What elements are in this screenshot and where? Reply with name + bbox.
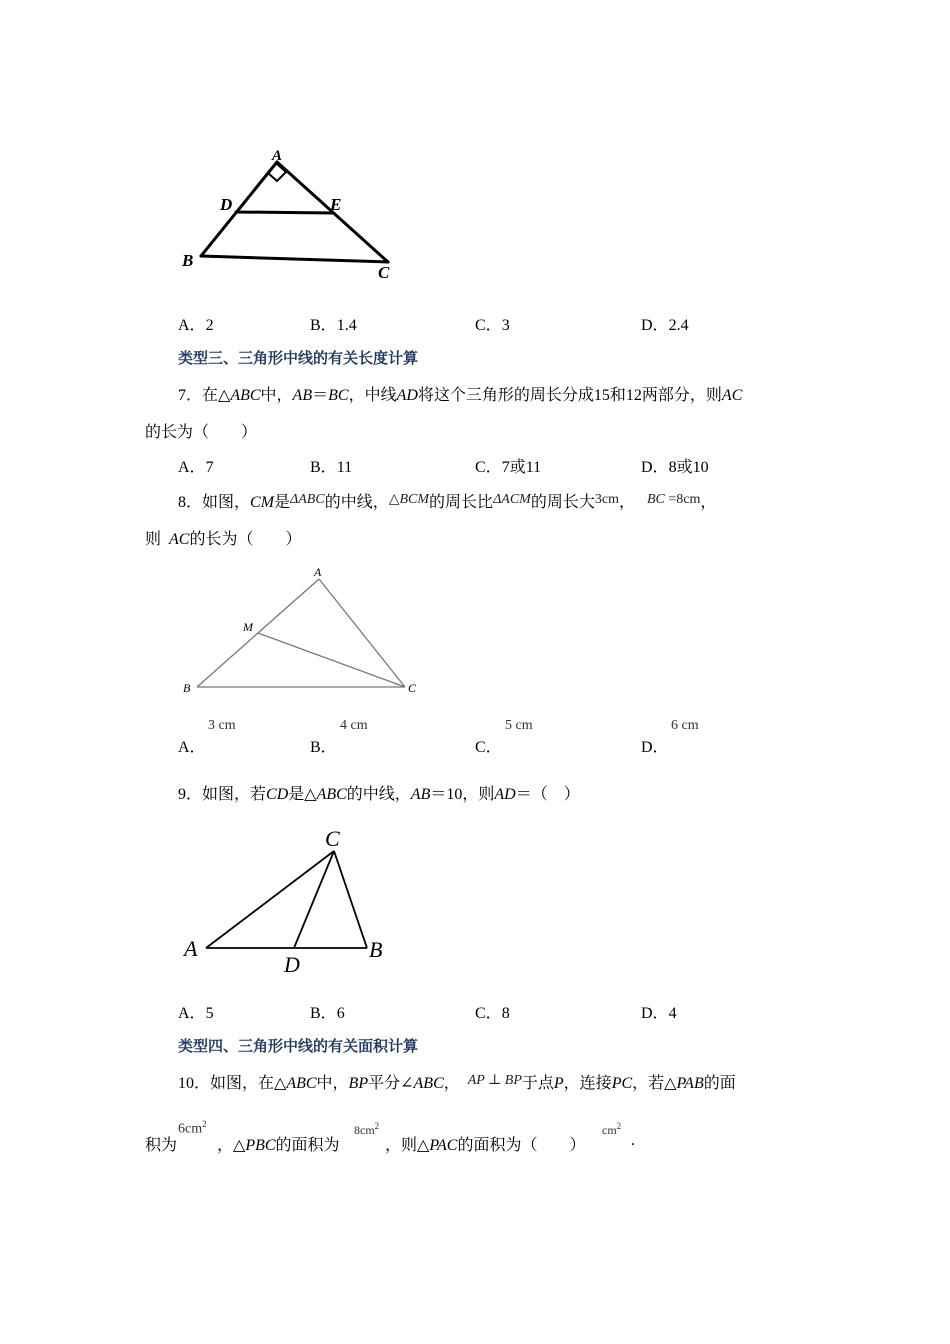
q9-option-b[interactable]: B．6	[310, 1005, 345, 1022]
q7-stem: 7．在△ABC中，AB＝BC，中线AD将这个三角形的周长分成15和12两部分，则AC	[178, 387, 743, 404]
q6-option-b[interactable]: B．1.4	[310, 317, 357, 334]
q8-option-d-value: 6 cm	[671, 718, 699, 733]
q10-area-pab: $6cm^2$	[178, 1119, 207, 1137]
q10-stem-line2: 积为	[145, 1137, 178, 1154]
q9-option-a[interactable]: A．5	[178, 1005, 214, 1022]
q7-option-a[interactable]: A．7	[178, 459, 214, 476]
q8-option-b[interactable]: B．	[310, 739, 337, 756]
fig9-label-c: C	[325, 826, 340, 851]
fig9-label-b: B	[369, 937, 383, 962]
q6-option-d[interactable]: D．2.4	[641, 317, 689, 334]
q9-stem: 9．如图，若CD是△ABC的中线，AB＝10，则AD＝（ ）	[178, 786, 580, 803]
figure-triangle-ade	[170, 148, 410, 288]
figure-triangle-abc-median-cm	[178, 562, 428, 702]
q10-stem-line2b: ，△PBC的面积为	[217, 1137, 340, 1154]
fig8-label-a: A	[314, 565, 322, 579]
q10-stem: 10．如图，在△ABC中，BP平分∠ABC， AP ⊥ BP于点P，连接PC，若△PAB的面	[178, 1073, 736, 1092]
q10-answer-unit: $cm^2$	[602, 1121, 622, 1137]
q7-option-b[interactable]: B．11	[310, 459, 353, 476]
fig1-label-b: B	[182, 251, 194, 270]
q8-stem: 8．如图，CM是ΔABC的中线，△BCM的周长比ΔACM的周长大3cm， BC =8cm，	[178, 492, 717, 511]
q9-option-d[interactable]: D．4	[641, 1005, 677, 1022]
q7-stem-line2: 的长为（ ）	[145, 424, 258, 441]
q8-option-c-value: 5 cm	[505, 718, 533, 733]
q7-option-c[interactable]: C．7或11	[475, 459, 542, 476]
fig1-label-c: C	[378, 263, 390, 282]
fig1-label-d: D	[220, 195, 233, 214]
fig1-label-a: A	[272, 148, 283, 164]
q10-area-pbc: $8cm^2$	[354, 1121, 380, 1137]
q6-option-c[interactable]: C．3	[475, 317, 510, 334]
section-heading-type4: 类型四、三角形中线的有关面积计算	[178, 1037, 419, 1055]
q10-stem-line2c: ，则△PAC的面积为（ ）	[385, 1137, 586, 1154]
q6-option-a[interactable]: A．2	[178, 317, 214, 334]
fig8-label-c: C	[408, 681, 417, 695]
fig8-label-m: M	[243, 620, 253, 634]
fig8-label-b: B	[183, 681, 191, 695]
fig9-label-a: A	[184, 936, 198, 961]
q10-end-period: .	[631, 1132, 635, 1149]
section-heading-type3: 类型三、三角形中线的有关长度计算	[178, 349, 419, 367]
fig1-label-e: E	[330, 195, 342, 214]
q7-option-d[interactable]: D．8或10	[641, 459, 709, 476]
q8-option-a-value: 3 cm	[208, 718, 236, 733]
q8-option-c[interactable]: C．	[475, 739, 502, 756]
q8-option-a[interactable]: A．	[178, 739, 206, 756]
q8-stem-line2: 则 AC的长为（ ）	[145, 531, 302, 548]
figure-triangle-abc-median-cd	[178, 822, 408, 982]
fig9-label-d: D	[284, 952, 300, 977]
q9-option-c[interactable]: C．8	[475, 1005, 510, 1022]
q8-option-b-value: 4 cm	[340, 718, 368, 733]
q8-option-d[interactable]: D．	[641, 739, 669, 756]
